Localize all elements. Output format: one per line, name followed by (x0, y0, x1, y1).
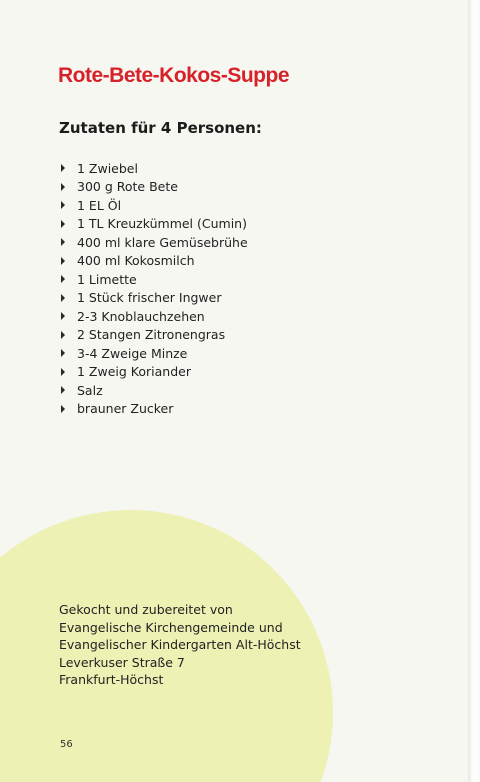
ingredient-text: 2 Stangen Zitronengras (77, 327, 226, 343)
ingredient-item (61, 289, 248, 308)
ingredient-text: 2-3 Knoblauchzehen (77, 308, 205, 324)
ingredient-text: 400 ml klare Gemüsebrühe (77, 234, 248, 250)
ingredients-heading: Zutaten für 4 Personen: (59, 119, 262, 137)
bullet-icon (61, 220, 65, 228)
bullet-icon (61, 275, 65, 283)
bullet-icon (61, 201, 65, 209)
recipe-title: Rote-Bete-Kokos-Suppe (58, 64, 290, 87)
ingredient-text: 1 Zwiebel (77, 160, 138, 176)
bullet-icon (61, 257, 65, 265)
ingredient-text: 300 g Rote Bete (77, 179, 178, 195)
ingredients-list (61, 159, 248, 418)
ingredient-item (61, 381, 248, 400)
bullet-icon (61, 368, 65, 376)
ingredient-item (61, 196, 248, 215)
credits-line: Frankfurt-Höchst (59, 672, 164, 687)
credits-line: Leverkuser Straße 7 (59, 654, 185, 670)
bullet-icon (61, 183, 65, 191)
page-edge (468, 0, 480, 782)
ingredient-item (61, 178, 248, 197)
ingredient-item (61, 326, 248, 345)
ingredient-item (61, 215, 248, 234)
ingredient-item (61, 270, 248, 289)
ingredient-text: 1 TL Kreuzkümmel (Cumin) (77, 216, 247, 232)
ingredient-text: 1 Stück frischer Ingwer (77, 290, 222, 306)
bullet-icon (61, 312, 65, 320)
ingredient-text: 400 ml Kokosmilch (77, 253, 195, 269)
credits-line: Evangelische Kirchengemeinde und (59, 619, 283, 635)
ingredient-item (61, 233, 248, 252)
ingredient-text: brauner Zucker (77, 401, 174, 417)
ingredient-item (61, 344, 248, 363)
bullet-icon (61, 294, 65, 302)
ingredient-item (61, 363, 248, 382)
ingredient-item (61, 159, 248, 178)
bullet-icon (61, 405, 65, 413)
credits-line: Gekocht und zubereitet von (59, 602, 233, 617)
ingredient-item (61, 252, 248, 271)
ingredient-text: 3-4 Zweige Minze (77, 345, 188, 361)
ingredient-text: 1 EL Öl (77, 197, 122, 213)
page-number: 56 (60, 739, 73, 750)
ingredient-text: 1 Zweig Koriander (77, 364, 191, 380)
bullet-icon (61, 349, 65, 357)
bullet-icon (61, 164, 65, 172)
bullet-icon (61, 386, 65, 394)
bullet-icon (61, 238, 65, 246)
ingredient-item (61, 307, 248, 326)
credits-block (59, 601, 301, 689)
ingredient-text: Salz (77, 382, 103, 398)
ingredient-item (61, 400, 248, 419)
credits-line: Evangelischer Kindergarten Alt-Höchst (59, 637, 301, 652)
bullet-icon (61, 331, 65, 339)
ingredient-text: 1 Limette (77, 271, 137, 287)
